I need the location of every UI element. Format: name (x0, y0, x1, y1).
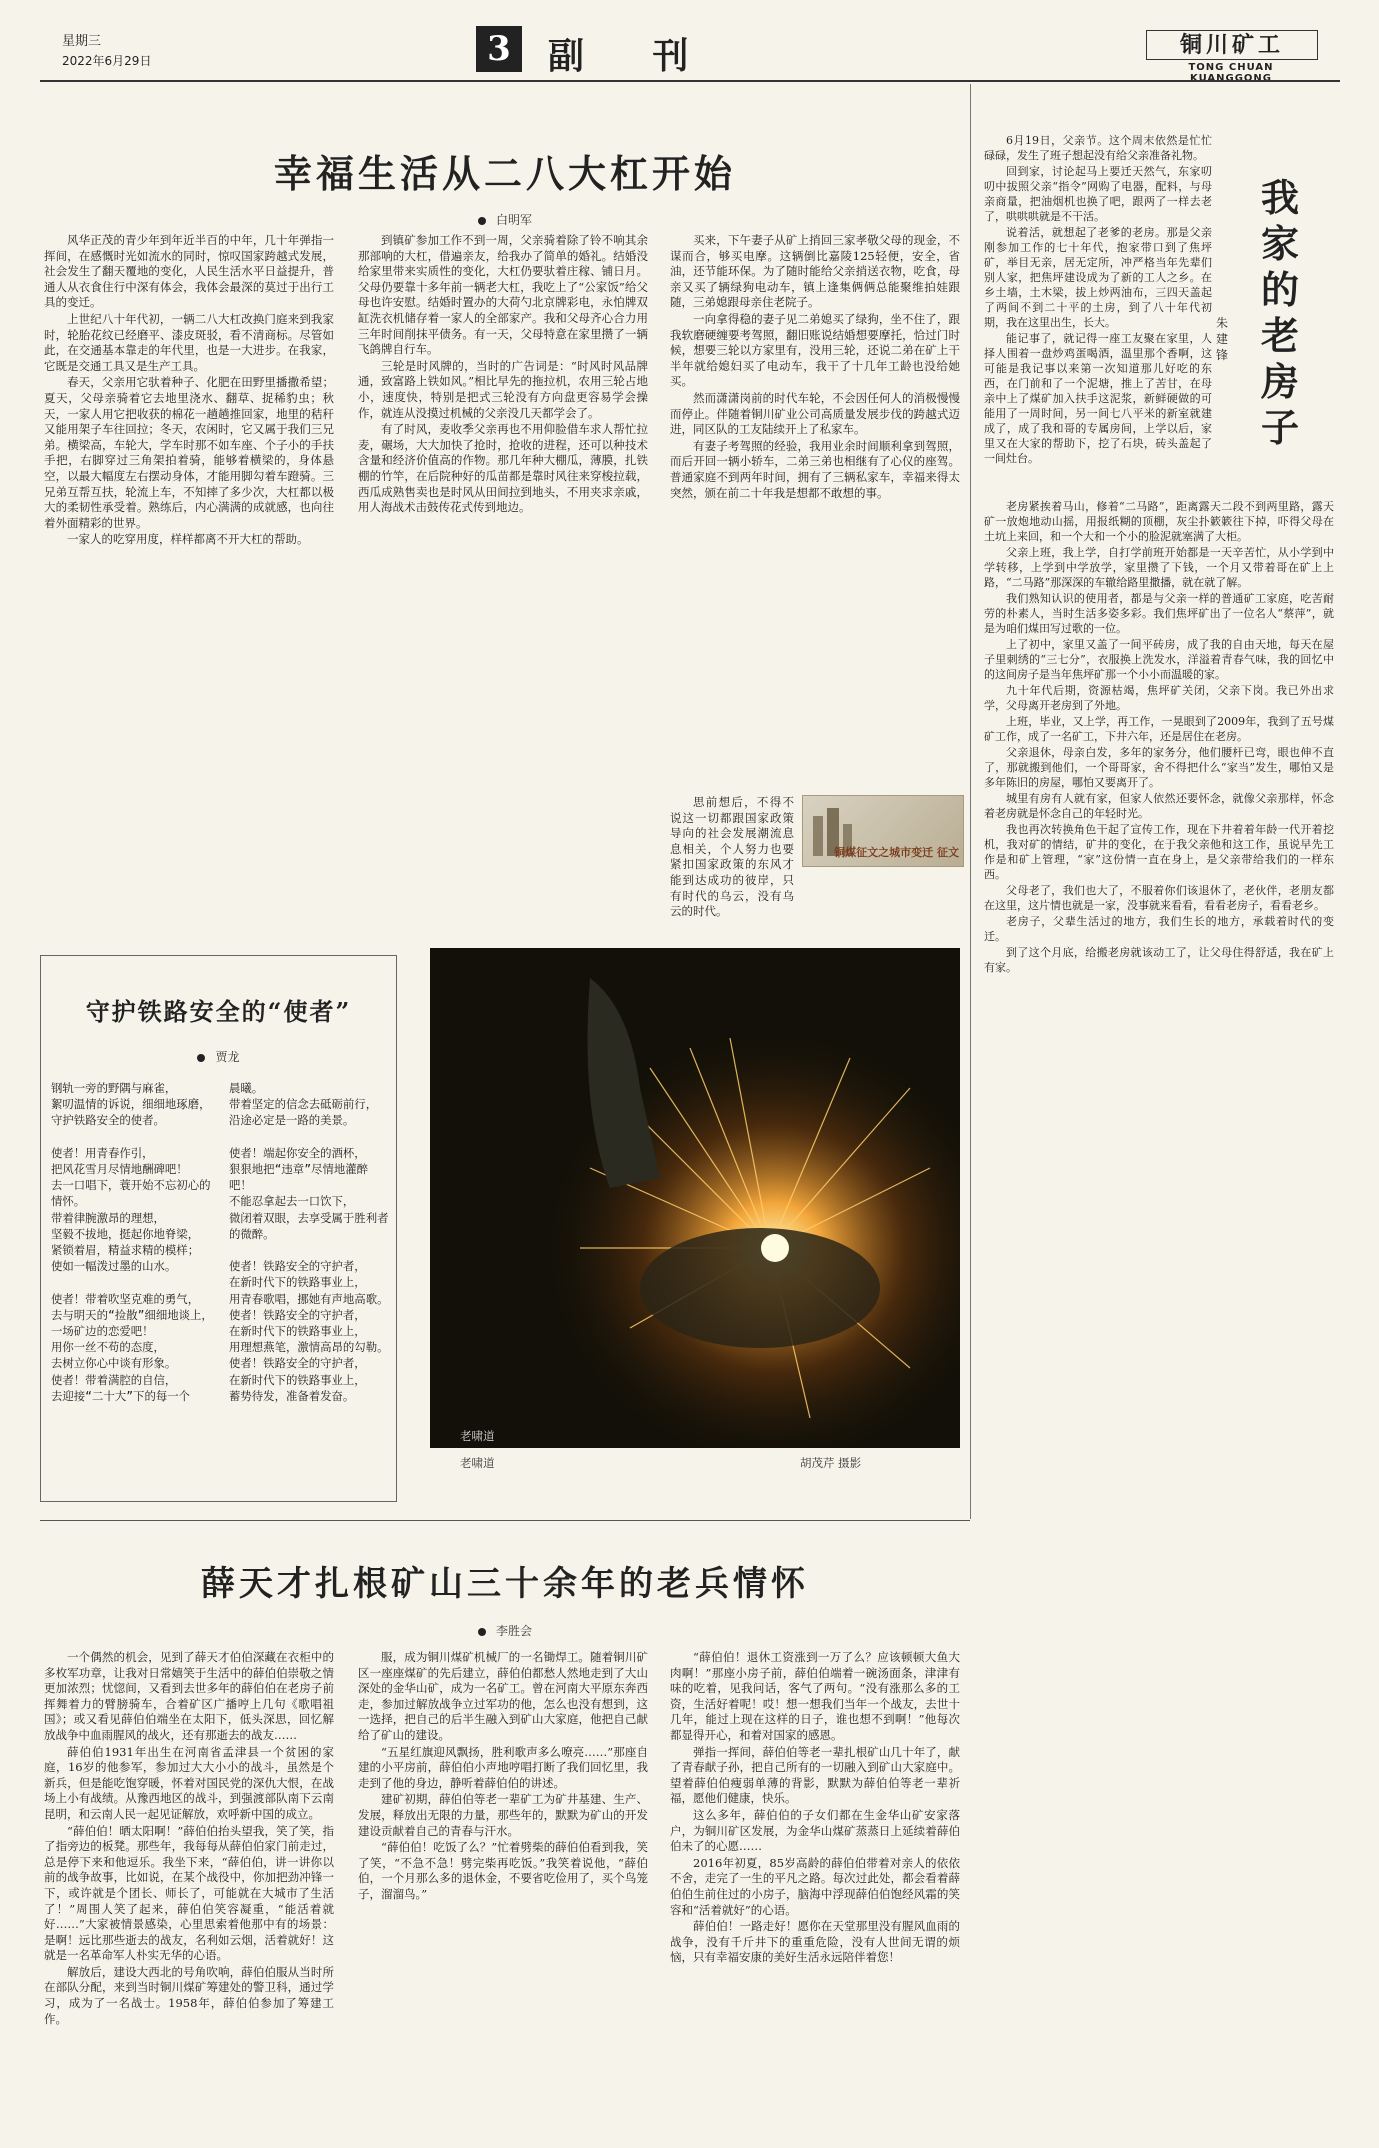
poem-title: 守护铁路安全的“使者” (85, 997, 352, 1026)
article-column-main (984, 499, 1334, 2124)
article-byline (40, 211, 970, 228)
paragraph: 到了这个月底，给搬老房就该动工了，让父母住得舒适，我在矿上有家。 (984, 946, 1334, 974)
photo-credit: 胡茂芹 摄影 (800, 1456, 862, 1470)
photo-caption-title: 老啸道 (460, 1456, 495, 1470)
poem-box (40, 955, 397, 1502)
poem-author: 贾龙 (215, 1050, 240, 1064)
photo-welding (430, 948, 960, 1448)
poem-left-column: 钢轨一旁的野隅与麻雀， 絮叨温情的诉说，细细地琢磨， 守护铁路安全的使者。 使者！用青春作引， 把风花雪月尽情地酬碑吧！ 去一口唱下，蓑开始不忘初心的情怀。 带着律腕激昂的理想， 坚毅不拔地，挺起你地脊梁， 紧锁着眉，精益求精的模样； 使如一幅泼过墨的山水。 使者！带着吹坚克难的勇气， 去与明天的“捡散”细细地谈上， 一场矿边的恋爱吧！ 用你一丝不苟的态度， 去树立你心中谈有形象。 使者！带着满腔的自信， 去迎接“二十大”下的每一个 (51, 1081, 213, 1403)
paragraph: 这么多年，薛伯伯的子女们都在生金华山矿安家落户，为铜川矿区发展，为金华山煤矿蒸蒸日上延续着薛伯伯未了的心愿…… (670, 1807, 960, 1854)
paragraph: 能记事了，就记得一座工友聚在家里，人择人围着一盘炒鸡蛋喝酒，温里那个香啊，这可能是我记事以来第一次知道那儿好吃的东西，在门前和了一个泥塘，推上了苦甘，在母亲中上了煤矿加入扶手这泥浆，新鲜硬做的可能用了一周时间，另一间七八平米的新室就建成了，成了我和哥的专属房间，上学以后，家里又在大家的帮助下，挖了石块，砖头盖起了一间灶台。 (984, 332, 1212, 465)
article-column-3 (670, 1650, 960, 2128)
poem-byline (41, 1048, 396, 1065)
paragraph: 父母老了，我们也大了，不服着你们该退休了，老伙伴，老朋友都在这里，这片情也就是一家，没事就来看看，看看老房子，看看老乡。 (984, 884, 1334, 912)
paragraph: 我们熟知认识的使用者，都是与父亲一样的普通矿工家庭，吃苦耐劳的朴素人，当时生活多姿多彩。我们焦坪矿出了一位名人“蔡萍”，就是为咱们煤田写过歌的一位。 (984, 592, 1334, 635)
article-byline (40, 1622, 970, 1639)
article-title: 我家的老房子 (1260, 175, 1299, 450)
issue-date: 2022年6月29日 (62, 54, 152, 68)
paragraph: 薛伯伯1931年出生在河南省孟津县一个贫困的家庭，16岁的他参军，参加过大大小小的战斗，虽然是个新兵，但是能吃饱穿暖，怀着对国民党的深仇大恨，在战场上小有战绩。从豫西地区的战斗，到强渡部队南下云南昆明，和云南人民一起见证解放，欢呼新中国的成立。 (44, 1744, 334, 1821)
header-rule (40, 80, 1340, 82)
issue-weekday: 星期三 (62, 34, 102, 49)
paragraph: 有了时风，麦收季父亲再也不用仰脸借车求人帮忙拉麦，碾场，大大加快了抢时，抢收的进程，还可以种技术含量和经济价值高的作物。那几年种大棚瓜，薄膜，扎铁棚的竹竿，在后院种好的瓜苗都是靠时风往来穿梭拉载，西瓜成熟售卖也是时风从田间拉到地头，不用夹求亲戚，用人海战术击鼓传花式传到地边。 (358, 422, 648, 515)
masthead-en: TONG CHUAN KUANGGONG (1188, 62, 1274, 84)
paragraph: 2016年初夏，85岁高龄的薛伯伯带着对亲人的依依不舍，走完了一生的平凡之路。每次过此处，都会看着薛伯伯生前住过的小房子，脑海中浮现薛伯伯饱经风霜的笑容和“活着就好”的心语。 (670, 1855, 960, 1917)
masthead-logo: 铜川矿工 (1146, 30, 1318, 60)
paragraph: “五星红旗迎风飘扬，胜利歌声多么嘹亮……”那座自建的小平房前，薛伯伯小声地哼唱打断了我们回忆里，我走到了他的身边，静听着薛伯伯的讲述。 (358, 1744, 648, 1790)
bullet-icon (478, 217, 486, 225)
paragraph: 父亲退休，母亲白发，多年的家务分，他们腰杆已弯，眼也伸不直了，那就搬到他们，一个哥哥家，舍不得把什么“家当”发生，哪怕又是多年陈旧的房屋，哪怕又要离开了。 (984, 746, 1334, 789)
paragraph: “薛伯伯！退休工资涨到一万了么？应该顿顿大鱼大肉啊！”那座小房子前，薛伯伯端着一碗汤面条，津津有味的吃着，见我问话，客气了两句。“没有涨那么多的工资，生活好着呢！哎！想一想我们当年一个战友，去世十几年，能过上现在这样的日子，谁也想不到啊！”他每次都显得开心，和着对国家的感恩。 (670, 1650, 960, 1742)
paragraph: 上班，毕业，又上学，再工作，一晃眼到了2009年，我到了五号煤矿工作，成了一名矿工，下井六年，还是居住在老房。 (984, 715, 1334, 743)
paragraph: 然而潇潇岗前的时代车轮，不会因任何人的消极慢慢而停止。伴随着铜川矿业公司高质量发展步伐的跨越式迈进，同区队的工友陆续开上了私家车。 (670, 390, 960, 437)
article-column-2 (358, 233, 648, 993)
paragraph: 思前想后，不得不说这一切都跟国家政策导向的社会发展潮流息息相关，个人努力也要紧扣国家政策的东风才能到达成功的彼岸，只有时代的乌云，没有乌云的时代。 (670, 795, 794, 919)
article-old-house (980, 115, 1340, 2130)
paragraph: 我也再次转换角色干起了宣传工作，现在下井着着年龄一代开着挖机，我对矿的情结，矿井的变化，在于我父亲他和这工作，虽说早先工作是和矿上管理，“家”这份情一直在身上，是父亲带给我们的一样东西。 (984, 823, 1334, 881)
photo-title: 老啸道 (460, 1429, 495, 1443)
paragraph: 建矿初期，薛伯伯等老一辈矿工为矿井基建、生产、发展，释放出无限的力量，那些年的，默默为矿山的开发建设贡献着自己的青春与汗水。 (358, 1792, 648, 1838)
paragraph: 父亲上班，我上学，自打学前班开始都是一天辛苦忙，从小学到中学转移，上学到中学放学，家里攒了下钱，一个月又带着哥在矿上上路，“二马路”那深深的车辙给路里撒播，就在就了解。 (984, 546, 1334, 589)
paragraph: 老房紧挨着马山，修着“二马路”，距离露天二段不到两里路，露天矿一放炮地动山摇，用报纸糊的顶棚，灰尘扑簌簌往下掉，吓得父母在土坑上来回，和一个大和一个小的脸泥就塞满了大柜。 (984, 500, 1334, 543)
article-happy-life (40, 115, 970, 925)
paragraph: 上了初中，家里又盖了一间平砖房，成了我的自由天地，每天在屋子里刺绣的“三七分”，衣服换上洗发水，洋溢着青春气味，我的回忆中的这间房子是当年焦坪矿那一个小小而温暖的家。 (984, 638, 1334, 681)
bullet-icon (197, 1054, 205, 1062)
paragraph: 城里有房有人就有家，但家人依然还要怀念，就像父亲那样，怀念着老房就是怀念自己的年轻时光。 (984, 792, 1334, 820)
article-veteran (40, 1530, 970, 2130)
article-title: 幸福生活从二八大杠开始 (273, 151, 736, 196)
essay-contest-banner (802, 795, 964, 867)
article-author: 朱建锋 (1215, 316, 1228, 362)
paragraph: 说着活，就想起了老爹的老房。那是父亲刚参加工作的七十年代，抱家带口到了焦坪矿，举目无亲，居无定所，冲严格当年先辈们别人家，把焦坪建设成为了新的工人之乡。在乡土墙，土木梁，拔上炒两油布，三四天盖起了两间不到二十平的土房，到了八十年代初期，我在这里出生，长大。 (984, 226, 1212, 329)
paragraph: 6月19日，父亲节。这个周末依然是忙忙碌碌，发生了班子想起没有给父亲准备礼物。 (984, 134, 1212, 162)
paragraph: 上世纪八十年代初，一辆二八大杠改换门庭来到我家时，轮胎花纹已经磨平、漆皮斑驳，看不清商标。尽管如此，在交通基本靠走的年代里，也是一大进步。在我家，它既是交通工具又是生产工具。 (44, 311, 334, 373)
article-title: 薛天才扎根矿山三十余年的老兵情怀 (201, 1564, 809, 1604)
paragraph: 九十年代后期，资源枯竭，焦坪矿关闭，父亲下岗。我已外出求学，父母离开老房到了外地。 (984, 684, 1334, 712)
article-column-1 (44, 233, 334, 993)
paragraph: “薛伯伯！晒太阳啊！”薛伯伯抬头望我，笑了笑，指了指旁边的板凳。那些年，我每每从薛伯伯家门前走过，总是停下来和他逗乐。我坐下来，“薛伯伯，讲一讲你以前的战争故事，比如说，在某个战役中，你加把劲冲锋一下，或许就是个团长、师长了，可能就在大城市了生活了！”周围人笑了起来，薛伯伯笑容凝重，“能活着就好……”大家被情景感染，心里思索着他那中有的场景：是啊！远比那些逝去的战友，名利如云烟，活着就好！这就是一名革命军人朴实无华的心语。 (44, 1823, 334, 1963)
article-author: 李胜会 (495, 1624, 532, 1638)
paragraph: 到镇矿参加工作不到一周，父亲骑着除了铃不响其余那部响的大杠，借遍亲友，给我办了简单的婚礼。结婚没给家里带来实质性的变化，大杠仍要驮着庄稼、铺日月。父母仍要靠十多年前一辆老大杠，我吃上了“公家饭”给父母也许安慰。结婚时置办的大荷勺北京牌彩电，永怕牌双缸洗衣机储存着一家人的全部家产。我和父母齐心合力用三年时间削抹平债务。有一天，父母特意在家里攒了一辆飞鸽牌自行车。 (358, 233, 648, 357)
welding-sparks-image (430, 948, 960, 1448)
section-rule (40, 1520, 970, 1521)
paragraph: 有妻子考驾照的经验，我用业余时间顺利拿到驾照，而后开回一辆小轿车，二弟三弟也相继有了心仪的座驾。普通家庭不到两年时间，拥有了三辆私家车，幸福来得太突然，颁在前二十年我是想都不敢想的事。 (670, 438, 960, 500)
paragraph: 回到家，讨论起马上要迁天然气，东家叨叨中拔照父亲“指令”网购了电器，配料，与母亲商量，把油烟机也换了吧，跟两了一样去老了，哄哄哄就是不干活。 (984, 165, 1212, 223)
article-column-1 (44, 1650, 334, 2128)
paragraph: 一向拿得稳的妻子见二弟媳买了绿狗，坐不住了，跟我软磨硬缠要考驾照，翻旧账说结婚想要摩托，恰过门时候，想要三轮以方家里有，没用三轮，还说二弟在矿上干半年就给媳妇买了电动车，我干了十几年工龄也没给她买。 (670, 311, 960, 389)
paragraph: 弹指一挥间，薛伯伯等老一辈扎根矿山几十年了，献了青春献子孙，把自己所有的一切融入到矿山大家庭中。望着薛伯伯瘦弱单薄的背影，默默为薛伯伯等老一辈祈福，愿他们健康，快乐。 (670, 1744, 960, 1806)
article-column-top (984, 133, 1212, 493)
paragraph: 买来，下午妻子从矿上捎回三家孝敬父母的现金，不谋而合，够买电摩。这辆倒比嘉陵125轻便，安全，省油，还节能环保。为了随时能给父亲捎送衣物，吃食，母亲又买了辆绿狗电动车，镇上逢集俩俩总能聚维拍娃跟随，三弟媳跟母亲住老院子。 (670, 233, 960, 310)
paragraph: 服，成为铜川煤矿机械厂的一名锄焊工。随着铜川矿区一座座煤矿的先后建立，薛伯伯都愁人然地走到了大山深处的金华山矿，成为一名矿工。曾在河南大平原东奔西走，参加过解放战争立过军功的他，怎么也没有想到，这一选择，把自己的后半生融入到矿山大家庭，他把自己献给了矿山的建设。 (358, 1650, 648, 1742)
paragraph: 一个偶然的机会，见到了薛天才伯伯深藏在衣柜中的多枚军功章，让我对日常嬉笑于生活中的薛伯伯崇敬之情更加浓烈；忧惚间，又看到去世多年的薛伯伯在老房子前挥舞着力的臂膀骑车，合着矿区广播哼上几句《歌唱祖国》；或又看见薛伯伯端坐在太阳下，低头深思，回忆解放战争中血雨腥风的战火，还有那逝去的战友…… (44, 1650, 334, 1742)
paragraph: 薛伯伯！一路走好！愿你在天堂那里没有腥风血雨的战争，没有千斤井下的重重危险，没有人世间无谓的烦恼，只有幸福安康的美好生活永远陪伴着您！ (670, 1919, 960, 1965)
article-column-3 (670, 233, 960, 793)
article-author: 白明军 (495, 213, 532, 227)
page-number: 3 (476, 26, 522, 72)
paragraph: 一家人的吃穿用度，样样都离不开大杠的帮助。 (67, 532, 309, 547)
poem-right-column: 晨曦。 带着坚定的信念去砥砺前行， 沿途必定是一路的美景。 使者！端起你安全的酒杯， 狠狠地把“违章”尽情地灌醉吧！ 不能忍拿起去一口饮下， 微闭着双眼，去享受属于胜利者的微醉。 使者！铁路安全的守护者， 在新时代下的铁路事业上， 用青春歌唱，挪她有声地高歌。 使者！铁路安全的守护者， 在新时代下的铁路事业上， 用理想燕笔，激情高昂的勾勒。 使者！铁路安全的守护者， 在新时代下的铁路事业上， 蓄势待发，准备着发奋。 (229, 1081, 389, 1403)
article-column-2 (358, 1650, 648, 2128)
section-title: 副 刊 (548, 35, 717, 77)
column-divider (970, 84, 971, 1519)
paragraph: 三轮是时风牌的，当时的广告词是：“时风时风品牌通，致富路上铁如风。”相比早先的拖拉机，农用三轮占地小，速度快，特别是把式三轮没有方向盘更容易学会操作，就连从没摸过机械的父亲没几天都学会了。 (358, 358, 648, 420)
contest-banner-text: 铜煤征文之城市变迁 征文 (834, 846, 959, 859)
paragraph: 春天，父亲用它驮着种子、化肥在田野里播撒希望；夏天，父母亲骑着它去地里浇水、翻草、捉稀豹虫；秋天，一家人用它把收获的棉花一趟趟推回家，地里的秸秆又能用架子车往回拉；冬天，农闲时，它又属于我们三兄弟。横梁高，车轮大，学车时那不如车座、个子小的手扶手把，右脚穿过三角架拍着骑，能够着横梁的，身体悬空，以最大幅度左右摆动身体，才能用脚勾着车蹬骑。三兄弟互帮互扶，轮流上车，不知摔了多少次，大杠都以极大的柔韧性承受着。熟练后，内心满满的成就感，也向往着外面精彩的世界。 (44, 375, 334, 530)
paragraph: “薛伯伯！吃饭了么？”忙着劈柴的薛伯伯看到我，笑了笑，“不急不急！劈完柴再吃饭。”我笑着说他，“薛伯伯，一个月那么多的退休金，不要省吃俭用了，买个鸟笼子，溜溜鸟。” (358, 1840, 648, 1901)
bullet-icon (478, 1628, 486, 1636)
paragraph: 老房子，父辈生活过的地方，我们生长的地方，承载着时代的变迁。 (984, 915, 1334, 943)
paragraph: 风华正茂的青少年到年近半百的中年，几十年弹指一挥间，在感慨时光如流水的同时，惊叹国家跨越式发展，社会发生了翻天覆地的变化，人民生活水平日益提升，普通人从衣食住行中深有体会，我体会最深的莫过于出行工具的变迁。 (44, 233, 334, 310)
paragraph: 解放后，建设大西北的号角吹响，薛伯伯服从当时所在部队分配，来到当时铜川煤矿筹建处的警卫科，通过学习，成为了一名战士。1958年，薛伯伯参加了筹建工作。 (44, 1964, 334, 2026)
